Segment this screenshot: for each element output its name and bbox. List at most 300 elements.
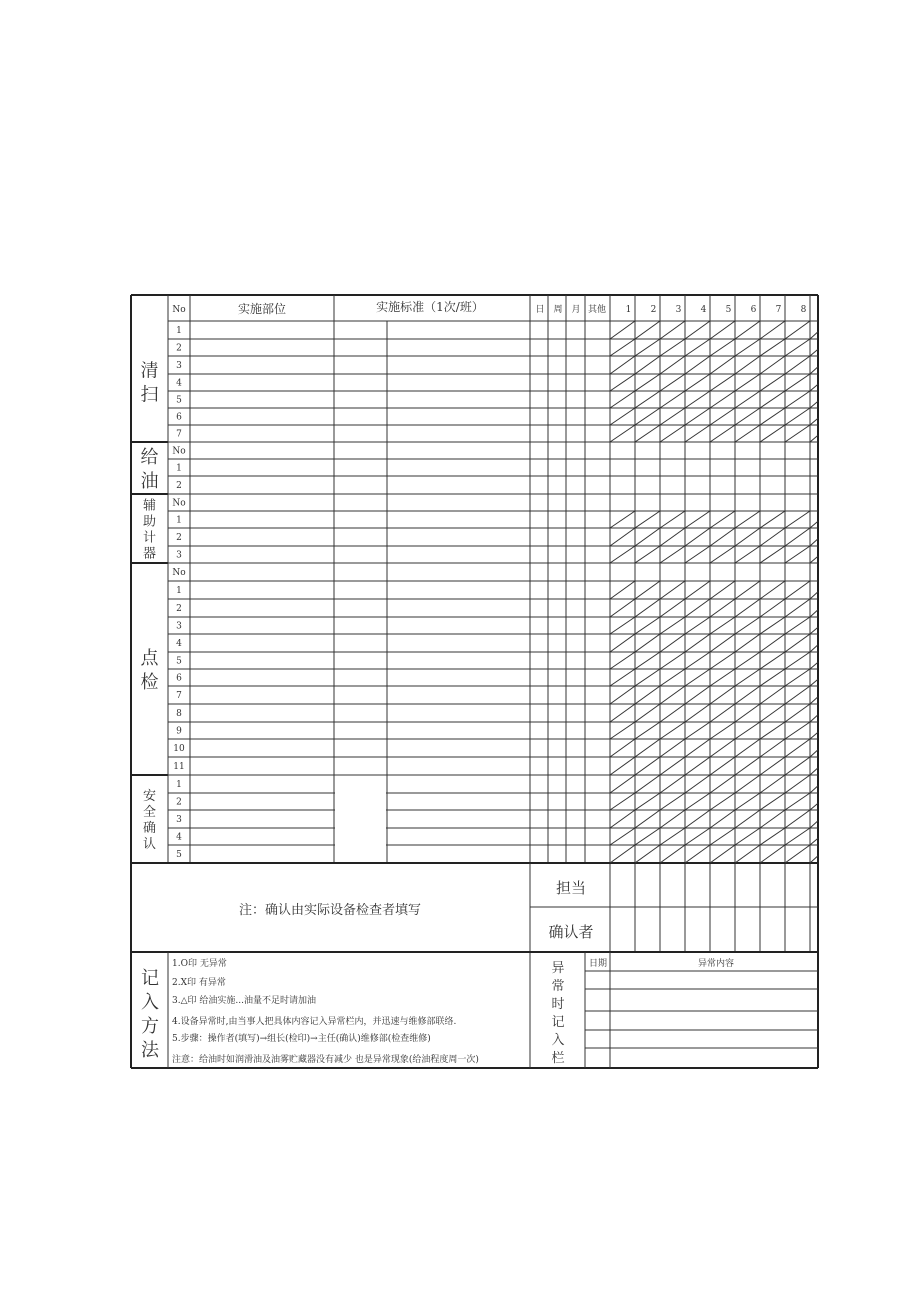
hatch-mark (810, 521, 818, 528)
hatch-mark (735, 339, 760, 356)
hatch-mark (760, 356, 785, 374)
hatch-mark (635, 339, 660, 356)
hatch-mark (610, 810, 635, 828)
daily-header: 日 (535, 305, 545, 315)
hatch-mark (685, 391, 710, 408)
other-header: 其他 (587, 305, 607, 315)
hatch-mark (785, 686, 810, 704)
hatch-mark (710, 599, 735, 617)
hatch-mark (810, 662, 818, 669)
hatch-mark (810, 803, 818, 810)
hatch-mark (760, 810, 785, 828)
hatch-mark (810, 556, 818, 563)
hatch-mark (610, 845, 635, 863)
row-number: 1 (176, 515, 182, 526)
hatch-mark (685, 425, 710, 442)
method-title-char: 方 (141, 1016, 159, 1037)
hatch-mark (660, 686, 685, 704)
hatch-mark (660, 408, 685, 425)
weekly-header: 周 (553, 305, 563, 315)
row-number: 5 (176, 850, 182, 860)
hatch-mark (710, 581, 735, 599)
row-number: 2 (176, 481, 182, 491)
hatch-mark (660, 652, 685, 669)
hatch-mark (760, 793, 785, 810)
hatch-mark (785, 599, 810, 617)
hatch-mark (760, 581, 785, 599)
hatch-mark (785, 511, 810, 528)
hatch-mark (635, 425, 660, 442)
hatch-mark (610, 739, 635, 757)
hatch-mark (635, 408, 660, 425)
row-number: 1 (176, 326, 182, 336)
hatch-mark (735, 374, 760, 391)
method-title-char: 记 (141, 968, 159, 989)
hatch-mark (735, 828, 760, 845)
hatch-mark (610, 339, 635, 356)
row-number: 3 (176, 815, 182, 825)
hatch-mark (760, 704, 785, 722)
hatch-mark (760, 828, 785, 845)
hatch-mark (785, 775, 810, 793)
hatch-mark (685, 704, 710, 722)
hatch-mark (760, 374, 785, 391)
hatch-mark (710, 828, 735, 845)
hatch-mark (810, 401, 818, 408)
hatch-mark (760, 528, 785, 546)
hatch-mark (760, 425, 785, 442)
method-title (141, 968, 160, 1061)
hatch-mark (760, 617, 785, 634)
section-labels (141, 361, 160, 853)
row-number-column (172, 326, 185, 860)
hatch-mark (735, 408, 760, 425)
hatch-mark (610, 391, 635, 408)
method-line: 注意：给油时如润滑油及油雾贮藏器没有减少 也是异常现象(给油程度周一次) (172, 1055, 479, 1065)
hatch-mark (635, 581, 660, 599)
abnormal-title-char: 记 (551, 1015, 565, 1030)
hatch-mark (635, 599, 660, 617)
hatch-mark (735, 546, 760, 563)
method-title-char: 入 (141, 992, 159, 1013)
hatch-mark (710, 845, 735, 863)
row-number: No (172, 568, 186, 578)
hatch-mark (685, 321, 710, 339)
hatch-mark (685, 339, 710, 356)
row-number: 7 (176, 429, 182, 440)
grid-lines (131, 295, 818, 1068)
hatch-mark (810, 418, 818, 425)
hatch-mark (785, 845, 810, 863)
content-header: 异常内容 (697, 959, 735, 969)
confirmer-label: 确认者 (548, 923, 594, 941)
hatch-mark (685, 599, 710, 617)
hatch-mark (685, 511, 710, 528)
hatch-mark (785, 634, 810, 652)
day-number: 1 (625, 305, 632, 315)
hatch-mark (735, 321, 760, 339)
labels (141, 299, 807, 1066)
hatch-mark (610, 828, 635, 845)
hatch-mark (660, 581, 685, 599)
hatch-mark (760, 652, 785, 669)
hatch-mark (710, 356, 735, 374)
hatch-mark (710, 339, 735, 356)
hatch-mark (635, 634, 660, 652)
row-number: 1 (176, 780, 182, 790)
hatch-mark (810, 821, 818, 828)
hatch-mark (660, 425, 685, 442)
hatch-mark (660, 546, 685, 563)
hatch-mark (685, 845, 710, 863)
row-number: 3 (176, 550, 182, 561)
row-number: 2 (176, 343, 182, 354)
hatch-mark (635, 374, 660, 391)
hatch-mark (735, 634, 760, 652)
hatch-mark (735, 793, 760, 810)
method-line: 4.设备异常时,由当事人把具体内容记入异常栏内，并迅速与维修部联络. (172, 1017, 457, 1027)
hatch-mark (710, 391, 735, 408)
hatch-mark (710, 425, 735, 442)
hatch-mark (785, 739, 810, 757)
hatch-mark (710, 757, 735, 775)
hatch-mark (760, 339, 785, 356)
row-number: 1 (176, 586, 182, 596)
owner-label: 担当 (555, 879, 587, 897)
hatch-mark (685, 546, 710, 563)
day-number: 5 (725, 305, 732, 315)
hatch-mark (610, 408, 635, 425)
day-number-headers (626, 305, 807, 315)
hatch-mark (685, 739, 710, 757)
row-number: 5 (176, 656, 182, 667)
hatch-mark (610, 356, 635, 374)
method-title-char: 法 (141, 1040, 159, 1061)
hatch-mark (685, 356, 710, 374)
hatch-mark (660, 599, 685, 617)
hatch-mark (635, 722, 660, 739)
row-number: 2 (176, 797, 182, 808)
hatch-mark (635, 652, 660, 669)
hatch-mark (660, 374, 685, 391)
hatch-mark (735, 425, 760, 442)
hatch-mark (610, 374, 635, 391)
hatch-mark (735, 391, 760, 408)
hatch-mark (710, 793, 735, 810)
hatch-mark (710, 617, 735, 634)
hatch-mark (610, 686, 635, 704)
hatch-mark (635, 391, 660, 408)
hatch-mark (660, 722, 685, 739)
hatch-mark (735, 739, 760, 757)
hatch-mark (610, 634, 635, 652)
section-label-char: 全 (142, 805, 157, 820)
note-text: 注：确认由实际设备检查者填写 (238, 903, 422, 918)
hatch-mark (710, 546, 735, 563)
hatch-mark (760, 511, 785, 528)
hatch-mark (635, 511, 660, 528)
safety-merged-cell (335, 776, 386, 862)
hatch-mark (635, 617, 660, 634)
hatch-mark (660, 391, 685, 408)
hatch-mark (635, 356, 660, 374)
hatch-mark (785, 546, 810, 563)
hatch-mark (710, 704, 735, 722)
section-label-char: 助 (142, 514, 157, 530)
hatch-mark (635, 845, 660, 863)
hatch-mark (785, 581, 810, 599)
hatch-mark (785, 339, 810, 356)
hatch-mark (785, 617, 810, 634)
hatch-mark (735, 511, 760, 528)
hatch-mark (635, 757, 660, 775)
row-number: 8 (176, 709, 182, 719)
hatch-mark (685, 408, 710, 425)
hatch-mark (660, 528, 685, 546)
hatch-mark (735, 757, 760, 775)
hatch-mark (785, 704, 810, 722)
hatch-mark (810, 367, 818, 374)
hatch-mark (635, 828, 660, 845)
hatch-mark (660, 775, 685, 793)
hatch-mark (810, 838, 818, 845)
day-number: 6 (750, 305, 757, 315)
section-label-char: 确 (142, 821, 157, 836)
hatch-mark (710, 634, 735, 652)
row-number: 3 (176, 621, 182, 632)
section-label-char: 清 (140, 360, 159, 382)
section-label-char: 扫 (140, 384, 159, 406)
hatch-mark (710, 652, 735, 669)
hatch-mark (660, 321, 685, 339)
hatch-mark (635, 546, 660, 563)
no-header: No (172, 305, 186, 315)
hatch-mark (785, 391, 810, 408)
hatch-mark (660, 810, 685, 828)
section-label-char: 计 (142, 530, 157, 546)
method-line: 2.X印 有异常 (172, 978, 226, 988)
hatch-mark (810, 697, 818, 704)
hatch-mark (660, 828, 685, 845)
hatch-mark (685, 374, 710, 391)
hatch-mark (660, 617, 685, 634)
hatch-mark (610, 617, 635, 634)
hatch-mark (710, 528, 735, 546)
hatch-mark (735, 617, 760, 634)
section-label-char: 点 (140, 648, 159, 669)
hatch-mark (710, 321, 735, 339)
hatch-mark (710, 374, 735, 391)
method-line: 5.步骤：操作者(填写)→组长(检印)→主任(确认)维修部(检查维修) (172, 1034, 431, 1044)
hatch-mark (610, 599, 635, 617)
hatch-mark (785, 374, 810, 391)
hatch-mark (710, 511, 735, 528)
hatch-mark (785, 793, 810, 810)
hatch-mark (785, 356, 810, 374)
hatch-mark (760, 408, 785, 425)
hatch-mark (685, 722, 710, 739)
hatch-mark (635, 321, 660, 339)
row-number: 6 (176, 673, 182, 684)
hatch-mark (785, 757, 810, 775)
hatch-mark (610, 528, 635, 546)
hatch-mark (685, 581, 710, 599)
day-number: 8 (800, 305, 807, 315)
method-line: 3.△印 给油实施...油量不足时请加油 (172, 996, 316, 1006)
hatch-mark (760, 686, 785, 704)
hatch-mark (710, 739, 735, 757)
row-number: 7 (176, 691, 182, 701)
hatch-mark (710, 810, 735, 828)
date-header: 日期 (588, 959, 608, 969)
section-label-char: 辅 (142, 498, 157, 514)
hatch-mark (610, 425, 635, 442)
hatch-mark (785, 810, 810, 828)
hatch-mark (810, 539, 818, 546)
row-number: 4 (176, 639, 182, 649)
hatch-mark (685, 828, 710, 845)
hatch-mark (685, 634, 710, 652)
hatch-mark (760, 757, 785, 775)
hatch-mark (735, 652, 760, 669)
day-number: 4 (700, 305, 707, 315)
row-number: 6 (176, 412, 182, 423)
hatch-mark (810, 435, 818, 442)
hatch-mark (635, 528, 660, 546)
hatch-mark (810, 715, 818, 722)
hatch-mark (660, 339, 685, 356)
hatch-mark (810, 592, 818, 599)
hatch-mark (810, 679, 818, 686)
hatch-mark (660, 704, 685, 722)
hatch-mark (735, 356, 760, 374)
hatch-mark (610, 546, 635, 563)
hatch-mark (635, 739, 660, 757)
row-number: 3 (176, 361, 182, 371)
hatch-mark (810, 332, 818, 339)
hatch-mark (735, 528, 760, 546)
hatch-mark (635, 775, 660, 793)
hatch-mark (635, 810, 660, 828)
day-number: 7 (775, 305, 782, 315)
section-label-char: 认 (142, 837, 157, 852)
hatch-mark (785, 528, 810, 546)
hatch-mark (685, 686, 710, 704)
hatch-mark (635, 704, 660, 722)
hatch-mark (710, 775, 735, 793)
hatch-mark (810, 768, 818, 775)
method-instructions (172, 957, 479, 1065)
hatch-mark (810, 732, 818, 739)
hatch-mark (610, 775, 635, 793)
hatch-mark (760, 321, 785, 339)
hatch-mark (735, 704, 760, 722)
row-number: 10 (173, 744, 185, 754)
hatch-mark (660, 634, 685, 652)
hatch-mark (660, 511, 685, 528)
hatch-mark (610, 581, 635, 599)
hatch-mark (810, 645, 818, 652)
hatch-mark (660, 845, 685, 863)
hatch-mark (610, 669, 635, 686)
method-line: 1.O印 无异常 (172, 959, 227, 969)
hatch-mark (735, 845, 760, 863)
day-number: 2 (650, 305, 657, 315)
section-label-char: 检 (140, 672, 159, 693)
hatch-mark (735, 599, 760, 617)
hatch-mark (735, 810, 760, 828)
hatch-mark (760, 546, 785, 563)
section-label-char: 油 (140, 471, 159, 492)
hatch-mark (635, 793, 660, 810)
standard-header: 实施标准（1次/班） (376, 300, 484, 314)
section-label-char: 安 (142, 789, 157, 804)
hatched-cells (610, 321, 818, 863)
hatch-mark (810, 349, 818, 356)
hatch-mark (710, 669, 735, 686)
hatch-mark (685, 810, 710, 828)
hatch-mark (660, 669, 685, 686)
day-number: 3 (675, 305, 682, 315)
hatch-mark (810, 856, 818, 863)
hatch-mark (660, 739, 685, 757)
hatch-mark (760, 599, 785, 617)
hatch-mark (810, 384, 818, 391)
hatch-mark (610, 321, 635, 339)
part-header: 实施部位 (237, 302, 287, 316)
row-number: 2 (176, 604, 182, 614)
hatch-mark (785, 828, 810, 845)
row-number: 4 (176, 378, 182, 389)
hatch-mark (660, 356, 685, 374)
hatch-mark (685, 617, 710, 634)
row-number: 9 (176, 726, 182, 737)
hatch-mark (685, 775, 710, 793)
section-label-char: 器 (142, 546, 157, 562)
hatch-mark (710, 408, 735, 425)
monthly-header: 月 (571, 305, 581, 315)
hatch-mark (660, 757, 685, 775)
hatch-mark (810, 610, 818, 617)
hatch-mark (735, 722, 760, 739)
hatch-mark (685, 757, 710, 775)
abnormal-title-char: 栏 (551, 1051, 565, 1066)
hatch-mark (760, 722, 785, 739)
hatch-mark (760, 391, 785, 408)
abnormal-title-char: 异 (551, 961, 565, 976)
hatch-mark (710, 722, 735, 739)
row-number: No (172, 498, 186, 509)
hatch-mark (810, 627, 818, 634)
hatch-mark (735, 686, 760, 704)
row-number: 1 (176, 463, 182, 474)
hatch-mark (710, 686, 735, 704)
hatch-mark (610, 793, 635, 810)
hatch-mark (810, 750, 818, 757)
hatch-mark (685, 652, 710, 669)
hatch-mark (785, 652, 810, 669)
abnormal-title-char: 时 (551, 997, 565, 1012)
hatch-mark (610, 704, 635, 722)
hatch-mark (735, 581, 760, 599)
hatch-mark (760, 669, 785, 686)
row-number: 2 (176, 533, 182, 543)
hatch-mark (785, 722, 810, 739)
hatch-mark (810, 786, 818, 793)
hatch-mark (635, 669, 660, 686)
row-number: 5 (176, 395, 182, 406)
hatch-mark (660, 793, 685, 810)
